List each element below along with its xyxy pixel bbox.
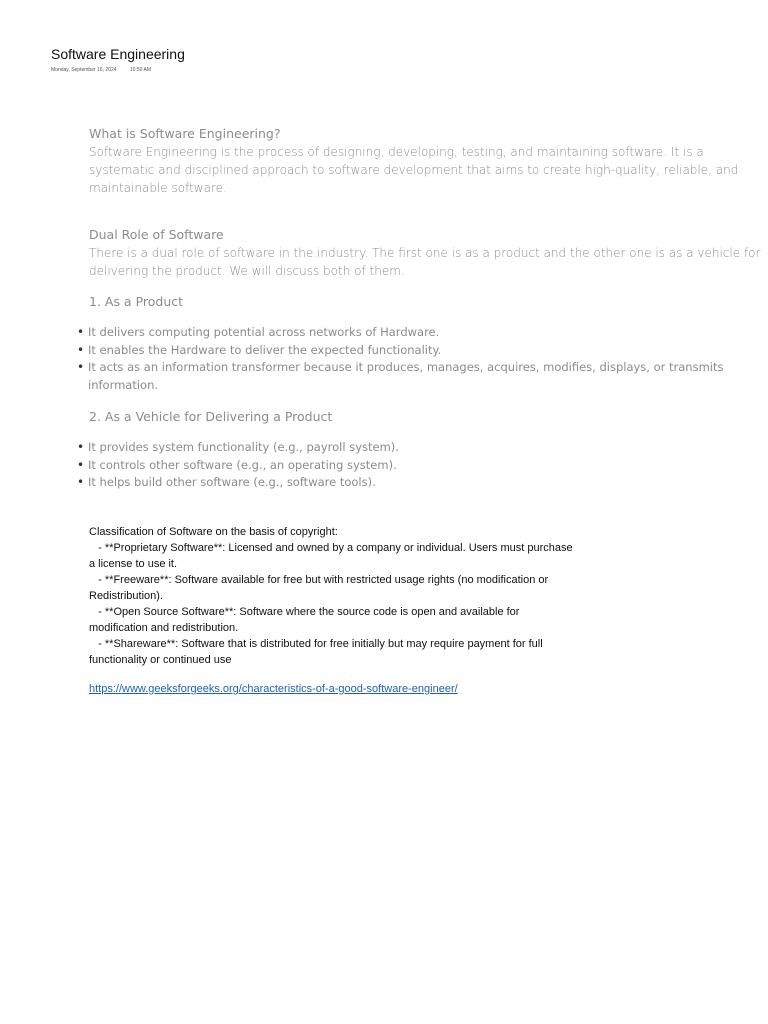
list-item: • It controls other software (e.g., an operating system). — [77, 457, 737, 475]
classification-line: a license to use it. — [89, 558, 178, 570]
reference-link[interactable]: https://www.geeksforgeeks.org/characteristics-of-a-good-software-engineer/ — [89, 683, 458, 695]
section-body: Software Engineering is the process of designing, developing, testing, and maintaining software. It is a systematic and disciplined approach to software development that aims to create high-quality, reliable, and maintainable software. — [89, 145, 739, 195]
classification-line: modification and redistribution. — [89, 622, 239, 634]
classification-block — [89, 524, 764, 668]
list-item: • It acts as an information transformer because it produces, manages, acquires, modifies, displays, or transmits information. — [77, 359, 737, 394]
classification-line: - **Freeware**: Software available for free but with restricted usage rights (no modification or — [89, 574, 549, 586]
classification-line: Redistribution). — [89, 590, 163, 602]
product-heading: 1. As a Product — [89, 294, 184, 309]
page-meta — [51, 67, 163, 73]
list-item: • It helps build other software (e.g., software tools). — [77, 474, 737, 492]
vehicle-list — [77, 439, 737, 492]
classification-line: functionality or continued use — [89, 654, 232, 666]
section-dual-role — [89, 226, 764, 280]
page-title: Software Engineering — [51, 46, 185, 62]
section-body: There is a dual role of software in the industry. The first one is as a product and the other one is as a vehicle for delivering the product. We will discuss both of them. — [89, 246, 761, 278]
section-heading: Dual Role of Software — [89, 227, 224, 242]
classification-line: - **Shareware**: Software that is distributed for free initially but may require payment for full — [89, 638, 543, 650]
classification-line: - **Open Source Software**: Software where the source code is open and available for — [89, 606, 520, 618]
classification-line: Classification of Software on the basis of copyright: — [89, 526, 338, 538]
section-heading: What is Software Engineering? — [89, 126, 281, 141]
vehicle-heading: 2. As a Vehicle for Delivering a Product — [89, 409, 333, 424]
list-item: • It enables the Hardware to deliver the expected functionality. — [77, 342, 737, 360]
page-date: Monday, September 16, 2024 — [51, 67, 117, 73]
list-item: • It provides system functionality (e.g., payroll system). — [77, 439, 737, 457]
page-time: 10:50 AM — [129, 67, 152, 73]
list-item: • It delivers computing potential across networks of Hardware. — [77, 324, 737, 342]
product-list — [77, 324, 737, 394]
section-what-is — [89, 125, 764, 197]
classification-line: - **Proprietary Software**: Licensed and owned by a company or individual. Users must purchase — [89, 542, 573, 554]
